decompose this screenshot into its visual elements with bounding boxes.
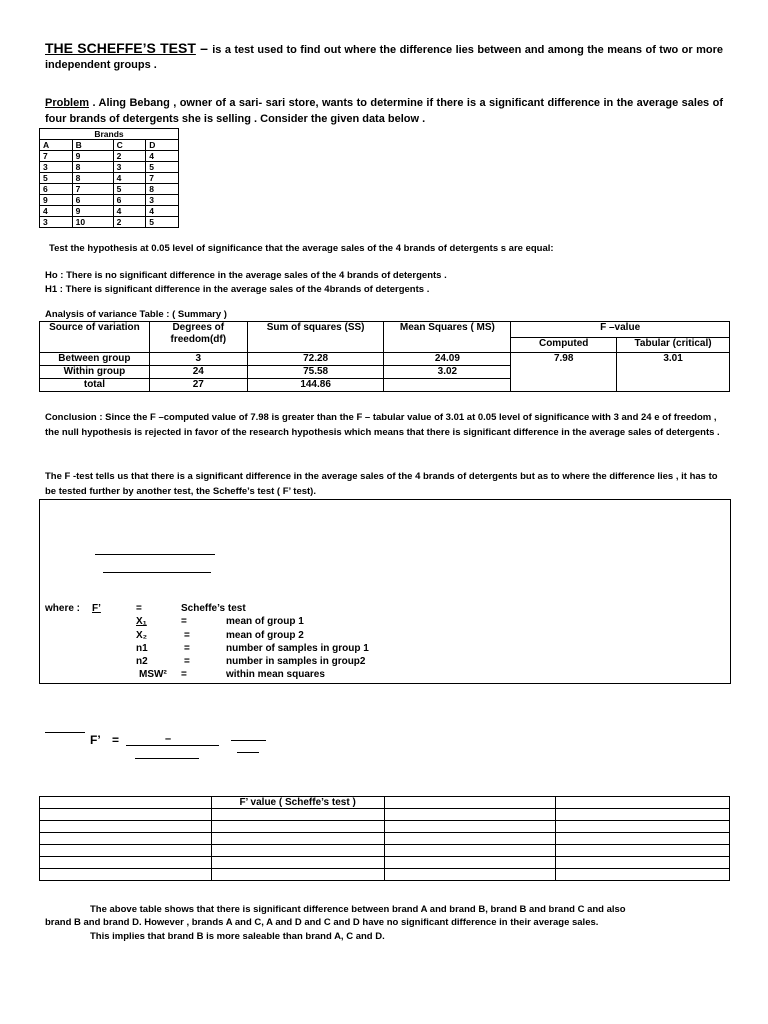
table-cell: 5 [146,217,179,228]
intro-paragraph [45,41,723,73]
table-row [40,869,730,881]
table-row [40,797,730,809]
table-cell: total [40,379,150,392]
problem-paragraph [45,95,723,127]
final-line-2: brand B and brand D. However , brands A and C, A and D and C and D have no significant difference in their average sales. [45,917,599,928]
table-cell: 5 [146,162,179,173]
table-header: B [72,140,113,151]
anova-table [39,321,730,392]
where-symbol: X₂ [136,630,148,641]
table-header: Mean Squares ( MS) [384,322,511,353]
where-equals: = [184,630,190,641]
table-row [40,322,730,338]
where-description: Scheffe’s test [181,603,246,614]
table-cell: 3 [40,217,73,228]
formula-bar [45,732,85,733]
where-description: number in samples in group2 [226,656,366,667]
where-label: where : [45,603,81,614]
problem-label: Problem [45,97,90,109]
table-cell: 6 [72,195,113,206]
table-cell: 6 [113,195,146,206]
formula-equals: = [112,733,120,747]
table-cell [384,797,556,809]
table-cell: 5 [40,173,73,184]
table-cell: Between group [40,353,150,366]
test-statement: Test the hypothesis at 0.05 level of significance that the average sales of the 4 brands of detergents s are equal: [49,243,554,254]
where-symbol: X₁ [136,616,147,627]
where-symbol: n2 [136,656,148,667]
table-cell: 24 [149,366,247,379]
page-title: THE SCHEFFE’S TEST [45,40,196,56]
table-cell: 8 [146,184,179,195]
table-cell: 8 [72,173,113,184]
table-cell: 24.09 [384,353,511,366]
table-header: Sum of squares (SS) [247,322,384,353]
table-row [40,353,730,366]
table-header: A [40,140,73,151]
anova-title: Analysis of variance Table : ( Summary ) [45,309,227,320]
table-row [40,151,179,162]
f-value-table [39,796,730,881]
final-line-3: This implies that brand B is more saleable than brand A, C and D. [90,931,385,942]
table-cell: 9 [72,151,113,162]
where-equals: = [184,643,190,654]
where-equals: = [181,669,187,680]
brands-table [39,128,179,228]
table-cell [556,797,730,809]
f-tabular-cell: 3.01 [617,353,730,392]
table-cell: 2 [113,217,146,228]
table-row [40,206,179,217]
formula-bar [231,740,266,741]
table-cell: 5 [113,184,146,195]
formula-fraction-line [103,572,211,573]
table-cell: 8 [72,162,113,173]
table-header: C [113,140,146,151]
table-header: F –value [511,322,730,338]
f-table-header: F’ value ( Scheffe’s test ) [211,797,384,809]
table-cell: 2 [113,151,146,162]
table-row [40,845,730,857]
table-header: Computed [511,337,617,353]
table-row [40,195,179,206]
table-cell: 7 [40,151,73,162]
table-cell: 9 [72,206,113,217]
table-cell: 4 [146,206,179,217]
table-cell: 3 [40,162,73,173]
table-row [40,821,730,833]
f-computed-cell: 7.98 [511,353,617,392]
table-cell: 3.02 [384,366,511,379]
formula-lhs: F’ [90,733,101,747]
table-cell: 4 [146,151,179,162]
formula-numerator-line [126,745,219,746]
table-cell: 9 [40,195,73,206]
brands-caption: Brands [40,129,179,140]
table-header: Source of variation [40,322,150,353]
table-row [40,217,179,228]
table-cell: 3 [146,195,179,206]
table-header: Tabular (critical) [617,337,730,353]
table-cell: 75.58 [247,366,384,379]
title-description: is a test used to find out where the difference lies between and among the means of two or more independent groups . [45,44,723,71]
where-description: mean of group 2 [226,630,304,641]
table-row [40,140,179,151]
table-cell: 3 [113,162,146,173]
table-cell: Within group [40,366,150,379]
table-cell: 7 [146,173,179,184]
table-cell: 4 [40,206,73,217]
where-symbol: n1 [136,643,148,654]
table-cell: 6 [40,184,73,195]
table-row [40,809,730,821]
table-cell: 10 [72,217,113,228]
where-equals: = [136,603,142,614]
where-description: mean of group 1 [226,616,304,627]
conclusion-paragraph: Conclusion : Since the F –computed value of 7.98 is greater than the F – tabular value of 3.01 at 0.05 level of significance with 3 and 24 e of freedom , the null hypothesis is rejected in favor of the research hypothesis which means that there is significant difference in the average sales of detergents . [45,412,720,438]
table-cell: 7 [72,184,113,195]
table-row [40,833,730,845]
null-hypothesis: Ho : There is no significant difference in the average sales of the 4 brands of detergents . [45,270,447,281]
where-description: within mean squares [226,669,325,680]
table-cell [384,379,511,392]
table-cell: 3 [149,353,247,366]
table-row [40,184,179,195]
table-header: D [146,140,179,151]
table-cell: 27 [149,379,247,392]
table-cell: 72.28 [247,353,384,366]
where-symbol: MSW² [139,669,167,680]
table-row [40,857,730,869]
title-dash: – [195,40,213,56]
table-row [40,173,179,184]
table-header: Degrees of freedom(df) [149,322,247,353]
formula-denominator-line [135,758,199,759]
formula-fraction-line [95,554,215,555]
where-symbol: F’ [92,603,101,614]
table-cell: 4 [113,206,146,217]
where-equals: = [184,656,190,667]
ftest-note: The F -test tells us that there is a significant difference in the average sales of the 4 brands of detergents but as to where the difference lies , it has to be tested further by another test, the Scheffe’s test ( F’ test). [45,471,718,497]
where-equals: = [181,616,187,627]
research-hypothesis: H1 : There is significant difference in the average sales of the 4brands of detergents . [45,284,430,295]
final-line-1: The above table shows that there is significant difference between brand A and brand B, brand B and brand C and also [90,904,626,915]
table-cell: 144.86 [247,379,384,392]
where-description: number of samples in group 1 [226,643,369,654]
table-cell: 4 [113,173,146,184]
formula-minus: – [165,733,172,745]
table-row [40,162,179,173]
table-cell [40,797,212,809]
formula-bar [237,752,259,753]
problem-text: . Aling Bebang , owner of a sari- sari store, wants to determine if there is a significant difference in the average sales of four brands of detergents she is selling . Consider the given data below . [45,97,723,125]
